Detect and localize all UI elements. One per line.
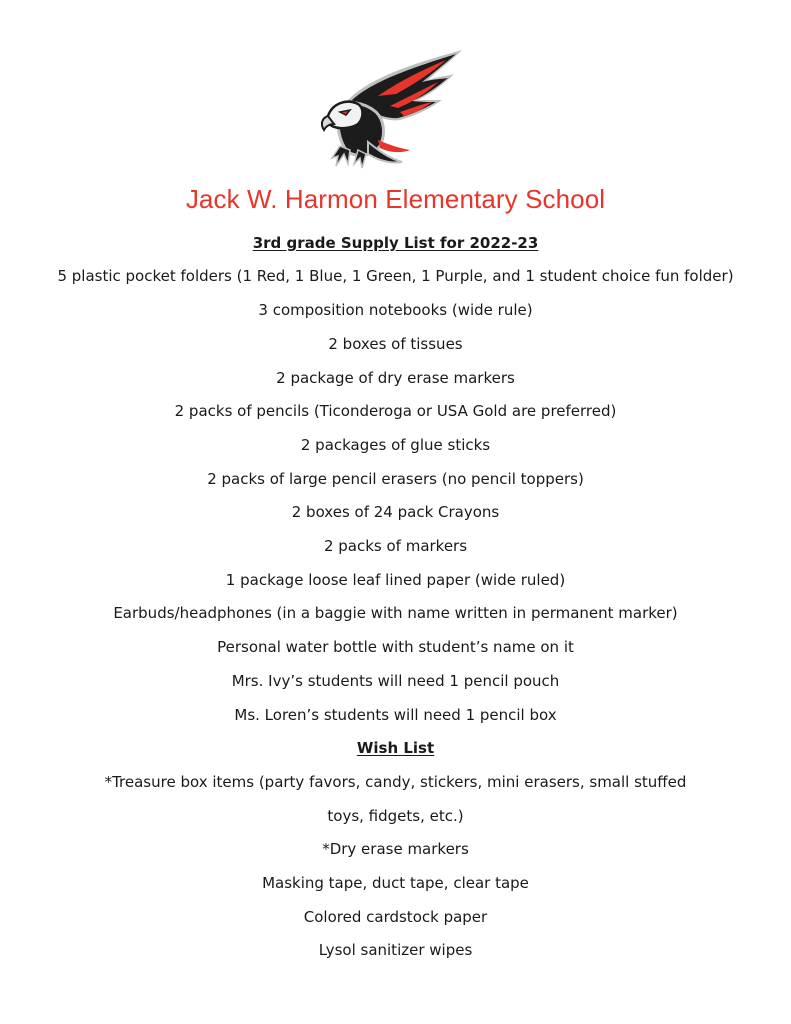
supply-item: 1 package loose leaf lined paper (wide ruled)	[225, 571, 566, 589]
supply-item: 2 packs of markers	[323, 537, 468, 555]
supply-item: 2 boxes of tissues	[328, 335, 463, 353]
supply-list-heading: 3rd grade Supply List for 2022-23	[252, 234, 539, 252]
supply-item: 5 plastic pocket folders (1 Red, 1 Blue, 1 Green, 1 Purple, and 1 student choice fun folder)	[57, 267, 734, 285]
supply-item: 3 composition notebooks (wide rule)	[258, 301, 533, 319]
hawk-mascot-icon	[318, 46, 468, 172]
supply-item: 2 package of dry erase markers	[276, 369, 515, 387]
supply-item: Personal water bottle with student’s name on it	[217, 638, 574, 656]
supply-item: 2 packs of pencils (Ticonderoga or USA Gold are preferred)	[174, 402, 617, 420]
wish-item: Masking tape, duct tape, clear tape	[262, 874, 529, 892]
supply-item: Ms. Loren’s students will need 1 pencil box	[234, 706, 557, 724]
supply-item: 2 packs of large pencil erasers (no pencil toppers)	[207, 470, 584, 488]
wish-item: Lysol sanitizer wipes	[318, 941, 473, 959]
wish-item: Colored cardstock paper	[303, 908, 488, 926]
wish-item: *Dry erase markers	[322, 840, 469, 858]
wish-item: toys, fidgets, etc.)	[327, 807, 464, 825]
supply-item: Mrs. Ivy’s students will need 1 pencil pouch	[231, 672, 560, 690]
school-name: Jack W. Harmon Elementary School	[185, 184, 606, 214]
supply-item: Earbuds/headphones (in a baggie with name written in permanent marker)	[113, 604, 678, 622]
wish-item: *Treasure box items (party favors, candy, stickers, mini erasers, small stuffed	[104, 773, 687, 791]
wish-list-heading: Wish List	[356, 739, 435, 757]
supply-item: 2 packages of glue sticks	[300, 436, 491, 454]
supply-item: 2 boxes of 24 pack Crayons	[291, 503, 500, 521]
